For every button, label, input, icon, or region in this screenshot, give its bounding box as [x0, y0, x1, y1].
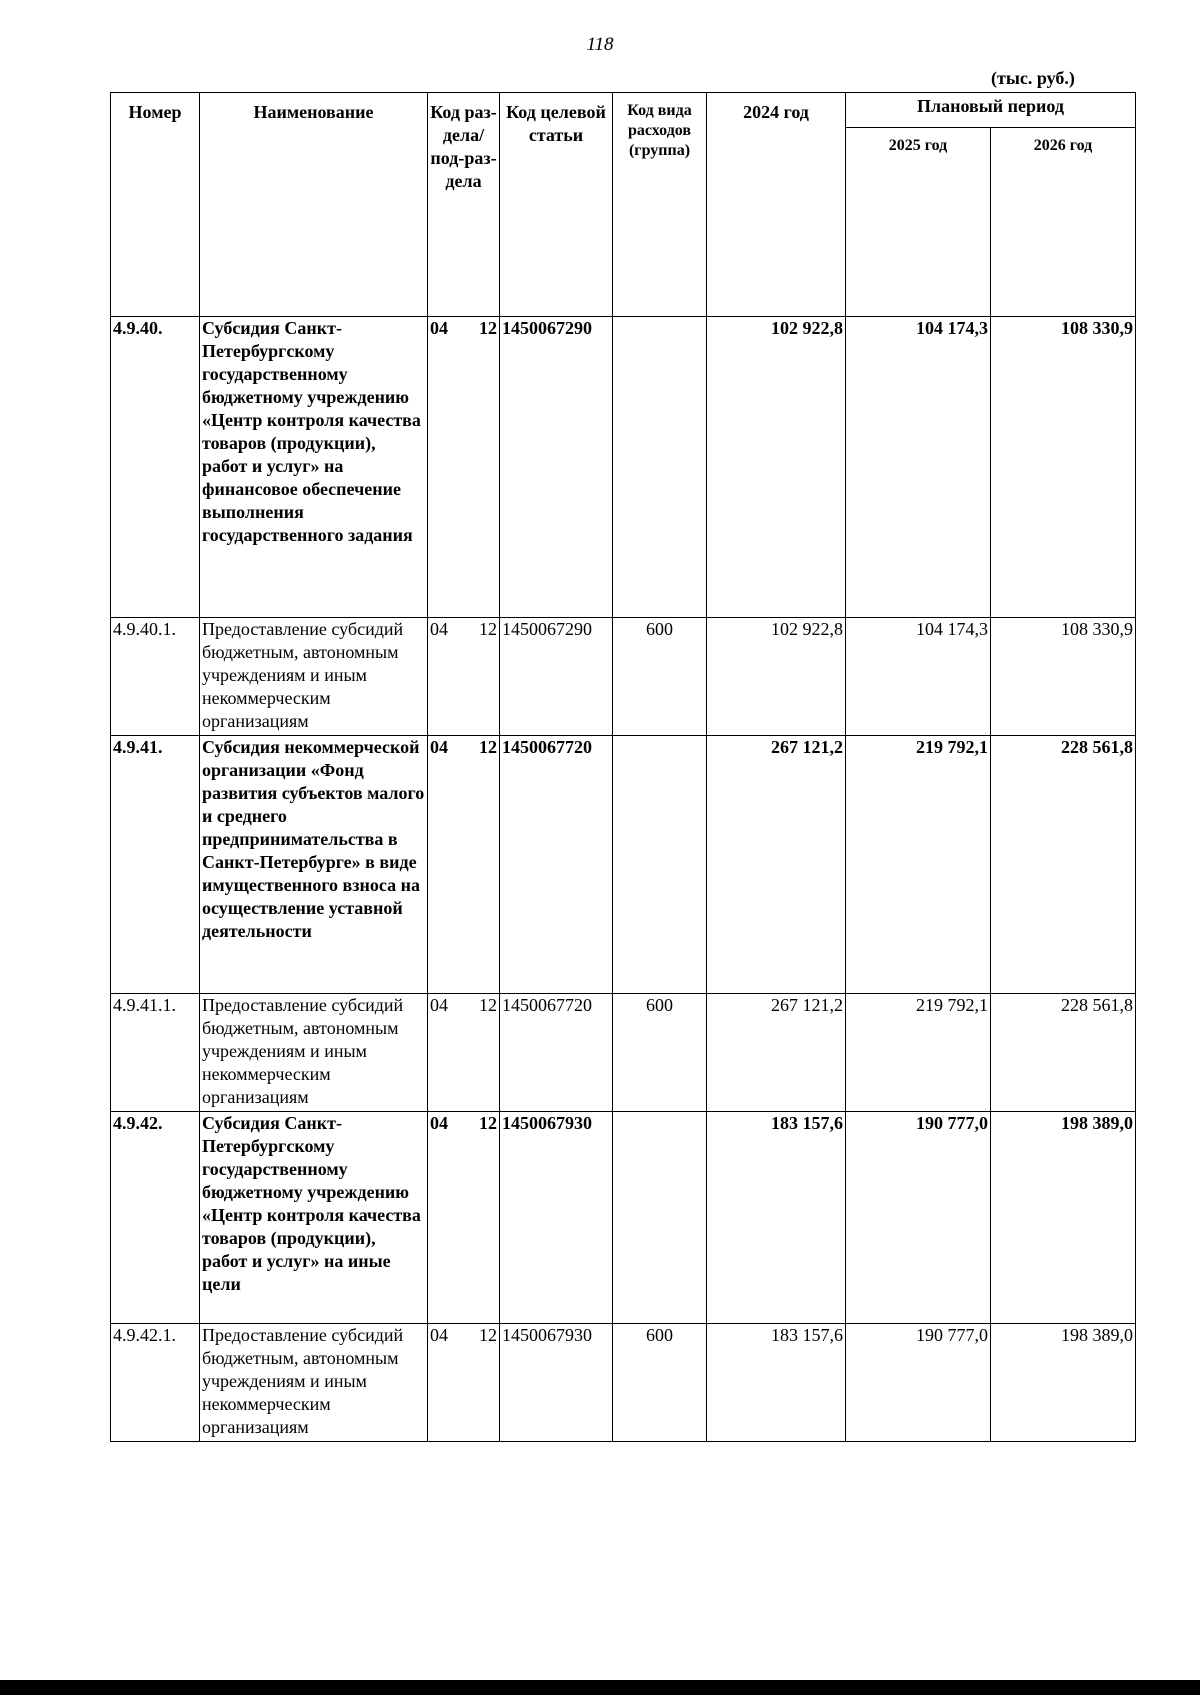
header-section: Код раз-дела/ под-раз-дела [428, 93, 500, 317]
section-code: 04 [430, 1113, 448, 1133]
scan-border [0, 1680, 1200, 1695]
row-name: Субсидия некоммерческой организации «Фонд развития субъектов малого и среднего предпринимательства в Санкт-Петербурге» в виде имущественного взноса на осуществление уставной деятельности [200, 736, 428, 994]
row-expense [613, 317, 707, 618]
section-code: 04 [430, 737, 448, 757]
header-number: Номер [111, 93, 200, 317]
row-expense: 600 [613, 994, 707, 1112]
row-2024: 102 922,8 [707, 618, 846, 736]
subsection-code: 12 [479, 1113, 497, 1133]
row-2024: 102 922,8 [707, 317, 846, 618]
row-section [428, 736, 500, 994]
row-2026: 108 330,9 [991, 317, 1136, 618]
header-name: Наименование [200, 93, 428, 317]
row-target: 1450067290 [500, 618, 613, 736]
section-code: 04 [430, 619, 448, 639]
page-number: 118 [586, 34, 614, 55]
table-row [111, 317, 1136, 618]
row-2026: 228 561,8 [991, 994, 1136, 1112]
row-2024: 183 157,6 [707, 1112, 846, 1324]
section-code: 04 [430, 318, 448, 338]
table-row [111, 618, 1136, 736]
row-2024: 267 121,2 [707, 736, 846, 994]
row-2025: 104 174,3 [846, 317, 991, 618]
row-expense [613, 736, 707, 994]
subsection-code: 12 [479, 619, 497, 639]
row-name: Предоставление субсидий бюджетным, автономным учреждениям и иным некоммерческим организациям [200, 618, 428, 736]
row-target: 1450067720 [500, 736, 613, 994]
row-target: 1450067290 [500, 317, 613, 618]
row-2025: 219 792,1 [846, 994, 991, 1112]
row-target: 1450067930 [500, 1112, 613, 1324]
row-2025: 219 792,1 [846, 736, 991, 994]
row-target: 1450067930 [500, 1324, 613, 1442]
table-row [111, 1324, 1136, 1442]
header-target: Код целевой статьи [500, 93, 613, 317]
row-target: 1450067720 [500, 994, 613, 1112]
header-row-1 [111, 93, 1136, 128]
row-2026: 198 389,0 [991, 1112, 1136, 1324]
row-section [428, 317, 500, 618]
row-section [428, 1324, 500, 1442]
row-name: Предоставление субсидий бюджетным, автономным учреждениям и иным некоммерческим организациям [200, 1324, 428, 1442]
row-number: 4.9.40.1. [111, 618, 200, 736]
subsection-code: 12 [479, 318, 497, 338]
subsection-code: 12 [479, 737, 497, 757]
row-name: Предоставление субсидий бюджетным, автономным учреждениям и иным некоммерческим организациям [200, 994, 428, 1112]
row-2025: 190 777,0 [846, 1324, 991, 1442]
row-expense: 600 [613, 618, 707, 736]
row-number: 4.9.40. [111, 317, 200, 618]
row-number: 4.9.42. [111, 1112, 200, 1324]
header-2026: 2026 год [991, 128, 1136, 317]
row-section [428, 1112, 500, 1324]
row-2024: 267 121,2 [707, 994, 846, 1112]
row-2025: 104 174,3 [846, 618, 991, 736]
header-2025: 2025 год [846, 128, 991, 317]
table-row [111, 1112, 1136, 1324]
header-planned-period: Плановый период [846, 93, 1136, 128]
subsection-code: 12 [479, 995, 497, 1015]
section-code: 04 [430, 995, 448, 1015]
table-row [111, 994, 1136, 1112]
subsection-code: 12 [479, 1325, 497, 1345]
header-expense: Код вида расходов (группа) [613, 93, 707, 317]
row-2026: 108 330,9 [991, 618, 1136, 736]
row-section [428, 618, 500, 736]
units-label: (тыс. руб.) [991, 68, 1075, 88]
row-2024: 183 157,6 [707, 1324, 846, 1442]
budget-table [110, 92, 1136, 1442]
row-number: 4.9.41. [111, 736, 200, 994]
row-name: Субсидия Санкт-Петербургскому государственному бюджетному учреждению «Центр контроля качества товаров (продукции), работ и услуг» на иные цели [200, 1112, 428, 1324]
row-expense: 600 [613, 1324, 707, 1442]
row-number: 4.9.42.1. [111, 1324, 200, 1442]
row-expense [613, 1112, 707, 1324]
row-section [428, 994, 500, 1112]
section-code: 04 [430, 1325, 448, 1345]
row-2026: 228 561,8 [991, 736, 1136, 994]
row-name: Субсидия Санкт-Петербургскому государственному бюджетному учреждению «Центр контроля качества товаров (продукции), работ и услуг» на финансовое обеспечение выполнения государственного задания [200, 317, 428, 618]
row-2025: 190 777,0 [846, 1112, 991, 1324]
table-row [111, 736, 1136, 994]
row-2026: 198 389,0 [991, 1324, 1136, 1442]
header-2024: 2024 год [707, 93, 846, 317]
row-number: 4.9.41.1. [111, 994, 200, 1112]
